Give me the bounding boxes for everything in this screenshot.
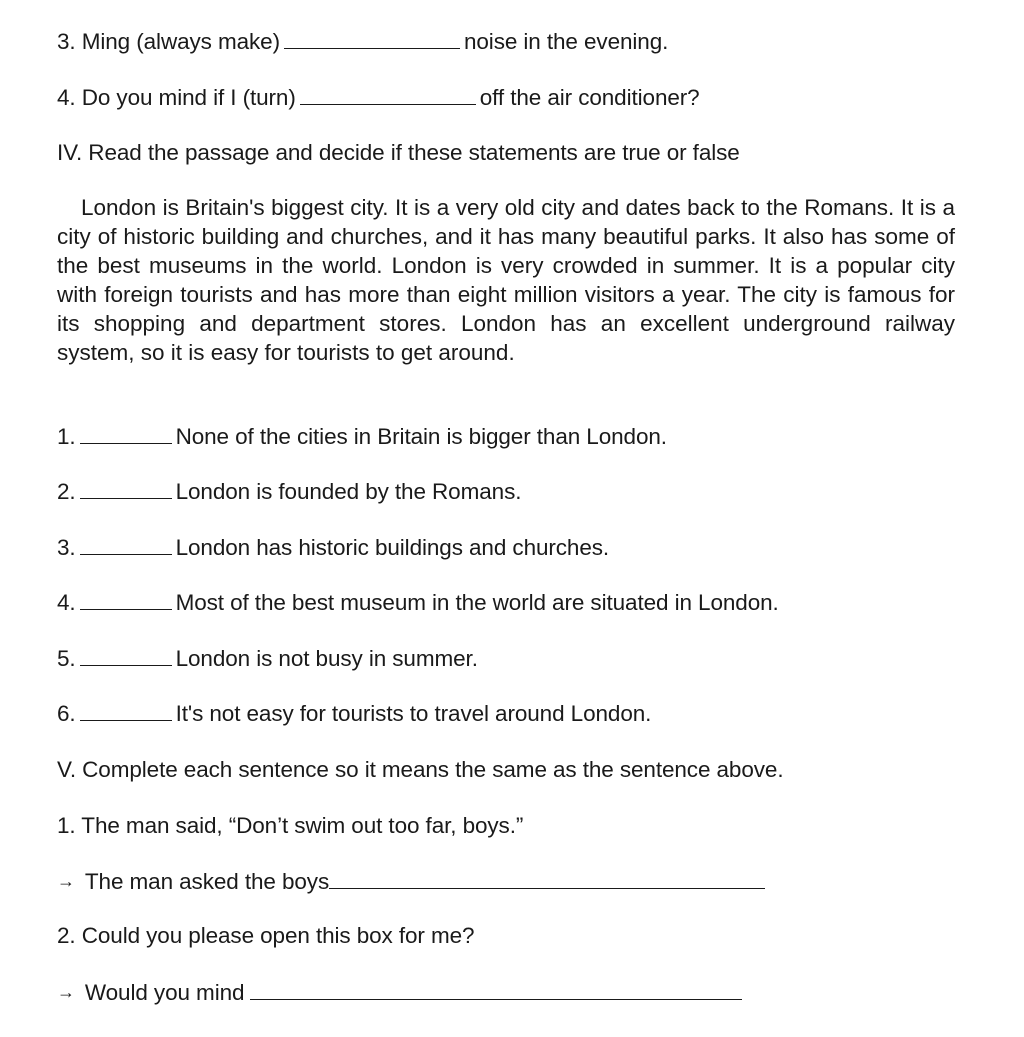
- statement-number: 6.: [57, 701, 76, 726]
- item-text-after: noise in the evening.: [463, 29, 669, 54]
- item-text-after: off the air conditioner?: [479, 85, 700, 110]
- rewrite-answer-2: [57, 978, 746, 1007]
- statement-text: None of the cities in Britain is bigger than London.: [175, 424, 667, 449]
- rewrite-question-1: 1. The man said, “Don’t swim out too far, boys.”: [57, 813, 524, 838]
- statement-number: 2.: [57, 479, 76, 504]
- statement-number: 5.: [57, 646, 76, 671]
- rewrite-answer-1: [57, 867, 769, 896]
- answer-blank[interactable]: [80, 553, 172, 555]
- exercise-item-4: [57, 84, 700, 112]
- answer-prompt: Would you mind: [84, 980, 245, 1005]
- statement-text: Most of the best museum in the world are situated in London.: [175, 590, 779, 615]
- answer-blank[interactable]: [250, 998, 742, 1000]
- statement-text: London is founded by the Romans.: [175, 479, 522, 504]
- answer-blank[interactable]: [80, 719, 172, 721]
- true-false-statement: [57, 589, 779, 617]
- true-false-statement: [57, 534, 609, 562]
- rewrite-question-2: 2. Could you please open this box for me?: [57, 923, 475, 948]
- answer-blank[interactable]: [284, 47, 460, 49]
- true-false-statement: [57, 700, 651, 728]
- true-false-statement: [57, 478, 521, 506]
- answer-blank[interactable]: [300, 103, 476, 105]
- exercise-item-3: [57, 28, 668, 56]
- arrow-right-icon: →: [57, 982, 75, 1002]
- statement-text: London is not busy in summer.: [175, 646, 478, 671]
- statement-text: London has historic buildings and churches.: [175, 535, 610, 560]
- statement-number: 4.: [57, 590, 76, 615]
- answer-blank[interactable]: [80, 608, 172, 610]
- statement-number: 3.: [57, 535, 76, 560]
- item-text-before: 4. Do you mind if I (turn): [57, 85, 296, 110]
- answer-prompt: The man asked the boys: [84, 869, 330, 894]
- answer-blank[interactable]: [329, 887, 765, 889]
- section-heading-iv: IV. Read the passage and decide if these statements are true or false: [57, 140, 740, 165]
- true-false-statement: [57, 645, 478, 673]
- answer-blank[interactable]: [80, 664, 172, 666]
- statement-text: It's not easy for tourists to travel around London.: [175, 701, 652, 726]
- arrow-right-icon: →: [57, 871, 75, 891]
- statement-number: 1.: [57, 424, 76, 449]
- answer-blank[interactable]: [80, 442, 172, 444]
- answer-blank[interactable]: [80, 497, 172, 499]
- section-heading-v: V. Complete each sentence so it means the same as the sentence above.: [57, 757, 784, 782]
- reading-passage: London is Britain's biggest city. It is a very old city and dates back to the Romans. It is a city of historic building and churches, and it has many beautiful parks. It also has some of the best museums in the world. London is very crowded in summer. It is a popular city with foreign tourists and has more than eight million visitors a year. The city is famous for its shopping and department stores. London has an excellent underground railway system, so it is easy for tourists to get around.: [57, 195, 955, 365]
- true-false-statement: [57, 423, 667, 451]
- item-text-before: 3. Ming (always make): [57, 29, 280, 54]
